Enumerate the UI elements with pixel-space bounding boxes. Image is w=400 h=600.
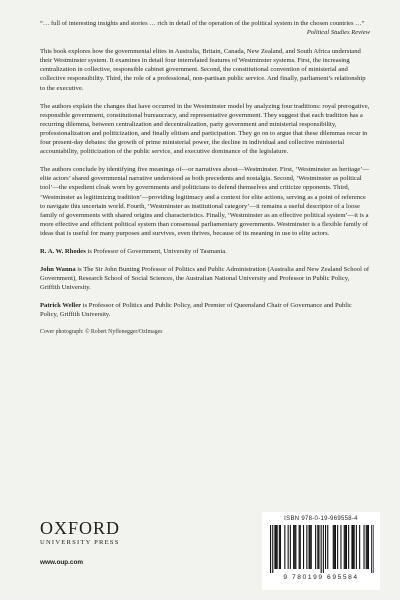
barcode-bar xyxy=(337,525,338,569)
barcode-bar xyxy=(317,525,318,569)
barcode-bar xyxy=(359,525,360,569)
author-bio-rhodes xyxy=(40,247,370,256)
description-paragraph-3: The authors conclude by identifying five meanings of—or narratives about—Westminster. First, ‘Westminster as heritage’—elite actors’ shared governmental narrative understood as both precedents and nostalgia. Second, ‘Westminster as political tool’—the expedient cloak worn by governments and politicians to defend themselves and criticize opponents. Third, ‘Westminster as legitimizing tradition’—providing legitimacy and a context for elite actions, serving as a point of reference to navigate this uncertain world. Fourth, ‘Westminster as institutional category’—it remains a useful descriptor of a loose family of governments with shared origins and characteristics. Finally, ‘Westminster as an effective political system’—it is a more effective and efficient political system than consensual parliamentary governments. Westminster is a flexible family of ideas that is useful for many purposes and survives, even thrives, because of its meaning in use to elite actors. xyxy=(40,166,370,237)
barcode-bar xyxy=(295,525,296,569)
barcode-bar xyxy=(354,525,355,569)
publisher-url: www.oup.com xyxy=(40,559,84,566)
barcode-bar xyxy=(323,525,324,573)
author-bio-weller xyxy=(40,301,370,319)
barcode-bar xyxy=(364,525,365,569)
barcode-bar xyxy=(318,525,319,569)
barcode-bar xyxy=(293,525,294,569)
barcode-bar xyxy=(300,525,301,569)
author-name: Patrick Weller xyxy=(40,302,82,310)
barcode-bar xyxy=(327,525,328,569)
quote-text: “… full of interesting insights and stories … rich in detail of the operation of the political system in the chosen countries …” xyxy=(40,20,365,27)
barcode-graphic xyxy=(268,525,374,573)
barcode-bar xyxy=(333,525,334,569)
publisher-logo xyxy=(40,519,120,566)
barcode-bar xyxy=(277,525,278,569)
barcode-bar xyxy=(303,525,304,569)
barcode-bar xyxy=(321,525,322,573)
barcode-bar xyxy=(367,525,368,569)
barcode-bar xyxy=(356,525,357,569)
barcode-bar xyxy=(366,525,367,569)
barcode-bar xyxy=(325,525,326,569)
barcode-bar xyxy=(288,525,289,569)
isbn-digits: 9 780199 695584 xyxy=(283,574,359,581)
barcode-bar xyxy=(309,525,310,569)
barcode-bar xyxy=(345,525,346,569)
author-description: is Professor of Politics and Public Policy, and Premier of Queensland Chair of Governance and Public Policy, Griffith University. xyxy=(40,302,352,319)
author-description: is Professor of Government, University of Tasmania. xyxy=(85,247,227,255)
barcode-bar xyxy=(274,525,275,569)
barcode-bar xyxy=(334,525,335,569)
barcode-bar xyxy=(373,525,374,573)
barcode-bar xyxy=(280,525,281,569)
author-name: John Wanna xyxy=(40,266,76,274)
barcode-bar xyxy=(351,525,352,569)
author-bio-wanna xyxy=(40,265,370,292)
barcode-bar xyxy=(311,525,312,569)
barcode-bar xyxy=(272,525,273,573)
barcode-bar xyxy=(348,525,349,569)
description-paragraph-1: This book explores how the governmental elites in Australia, Britain, Canada, New Zealand, and South Africa understand their Westminster system. It examines in detail four interrelated features of Westminster systems. First, the increasing centralization in collective, responsible cabinet government. Second, the constitutional convention of ministerial and collective responsibility. Third, the role of a professional, non-partisan public service. And finally, parliament’s relationship to the executive. xyxy=(40,48,366,92)
publisher-name: OXFORD xyxy=(40,518,121,538)
barcode-bar xyxy=(306,525,307,569)
barcode-bar xyxy=(270,525,271,573)
barcode-bar xyxy=(279,525,280,569)
barcode-bar xyxy=(371,525,372,573)
barcode-bar xyxy=(276,525,277,569)
quote-source: Political Studies Review xyxy=(306,28,370,36)
author-description: is The Sir John Bunting Professor of Politics and Public Administration (Australia and New Zealand School of Government), Research School of Social Sciences, the Australian National University and Professor in Public Policy, Griffith University. xyxy=(40,266,370,292)
author-name: R. A. W. Rhodes xyxy=(40,247,86,255)
cover-credit: Cover photograph: © Robert Nyffenegger/OzImages xyxy=(40,328,163,335)
barcode-bar xyxy=(346,525,347,569)
barcode-bar xyxy=(353,525,354,569)
barcode-bar xyxy=(344,525,345,569)
barcode-bar xyxy=(299,525,300,569)
barcode-bar xyxy=(315,525,316,569)
barcode-bar xyxy=(310,525,311,569)
description-paragraph-2: The authors explain the changes that have occurred in the Westminster model by analyzing four traditions: royal prerogative, responsible government, constitutional bureaucracy, and representative government. They suggest that each tradition has a recurring dilemma, between centralization and decentralization, party government and ministerial responsibility, professionalization and politicization, and finally elitism and participation. They go on to argue that these dilemmas recur in four present-day debates: the growth of prime ministerial power, the decline in individual and collective ministerial accountability, politicization of the public service, and executive dominance of the legislature. xyxy=(40,102,370,156)
isbn-label: ISBN 978-0-19-969558-4 xyxy=(284,516,358,522)
review-quote xyxy=(40,20,370,37)
barcode-bar xyxy=(294,525,295,569)
barcode-bar xyxy=(368,525,369,569)
publisher-press: UNIVERSITY PRESS xyxy=(40,539,120,546)
barcode-bar xyxy=(290,525,291,569)
barcode-bar xyxy=(335,525,336,569)
barcode-bar xyxy=(284,525,285,569)
isbn-barcode-box xyxy=(262,512,380,590)
barcode-bar xyxy=(340,525,341,569)
